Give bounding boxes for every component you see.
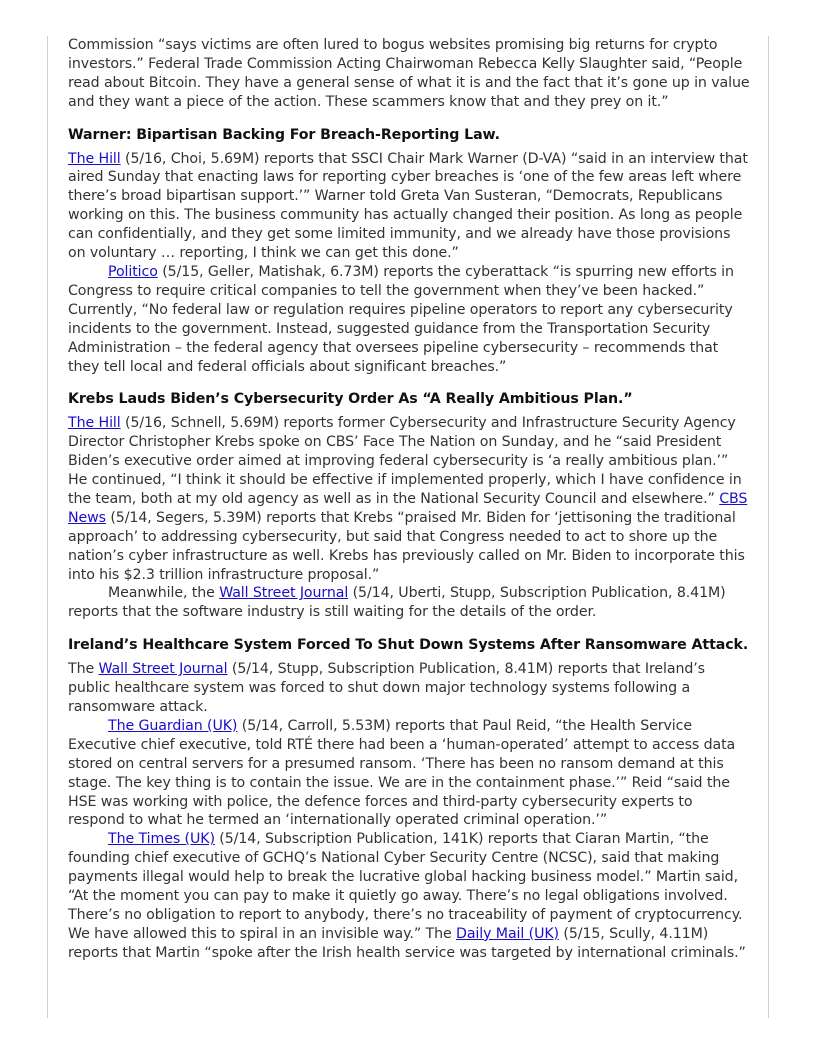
paragraph-text: The <box>68 661 99 678</box>
paragraph-text: (5/14, Uberti, Stupp, Subscription Publication, 8.41M) reports that the software industry is still waiting for the details of the order. <box>68 585 726 621</box>
paragraph <box>68 717 750 830</box>
paragraph-text: (5/14, Stupp, Subscription Publication, 8.41M) reports that Ireland’s public healthcare system was forced to shut down major technology systems following a ransomware attack. <box>68 661 705 715</box>
paragraph-text: Commission “says victims are often lured to bogus websites promising big returns for crypto investors.” Federal Trade Commission Acting Chairwoman Rebecca Kelly Slaughter said, “People read about Bitcoin. They have a general sense of what it is and the fact that it’s gone up in value and they want a piece of the action. These scammers know that and they prey on it.” <box>68 37 750 110</box>
section-heading: Warner: Bipartisan Backing For Breach-Reporting Law. <box>68 126 500 143</box>
source-link[interactable]: The Hill <box>68 415 121 432</box>
source-link[interactable]: Wall Street Journal <box>219 585 349 602</box>
paragraph-text: Meanwhile, the <box>108 585 220 602</box>
paragraph <box>68 150 750 263</box>
section-heading: Krebs Lauds Biden’s Cybersecurity Order As “A Really Ambitious Plan.” <box>68 391 633 408</box>
paragraph-text: (5/16, Schnell, 5.69M) reports former Cybersecurity and Infrastructure Security Agency Director Christopher Krebs spoke on CBS’ Face The Nation on Sunday, and he “said President Biden’s executive order aimed at improving federal cybersecurity is ‘a really ambitious plan.’” He continued, “I think it should be effective if implemented properly, which I have confidence in the team, both at my old agency as well as in the National Security Council and elsewhere.” <box>68 415 742 507</box>
page-border-left <box>47 36 48 1018</box>
paragraph <box>68 263 750 376</box>
paragraph-text: (5/16, Choi, 5.69M) reports that SSCI Chair Mark Warner (D-VA) “said in an interview that aired Sunday that enacting laws for reporting cyber breaches is ‘one of the few areas left where there’s broad bipartisan support.’” Warner told Greta Van Susteran, “Democrats, Republicans working on this. The business community has actually changed their position. As long as people can confidentially, and they get some limited immunity, and we already have those provisions on voluntary … reporting, I think we can get this done.” <box>68 150 748 262</box>
source-link[interactable]: The Hill <box>68 150 121 167</box>
source-link[interactable]: Politico <box>108 263 158 280</box>
paragraph <box>68 660 750 717</box>
document-body <box>68 36 750 963</box>
source-link[interactable]: CBS News <box>68 490 748 526</box>
paragraph-text: (5/15, Scully, 4.11M) reports that Martin “spoke after the Irish health service was targeted by international criminals.” <box>68 925 746 961</box>
section-heading: Ireland’s Healthcare System Forced To Shut Down Systems After Ransomware Attack. <box>68 637 749 654</box>
source-link[interactable]: Wall Street Journal <box>98 661 228 678</box>
paragraph-text: (5/15, Geller, Matishak, 6.73M) reports the cyberattack “is spurring new efforts in Congress to require critical companies to tell the government when they’ve been hacked.” Currently, “No federal law or regulation requires pipeline operators to report any cybersecurity incidents to the government. Instead, suggested guidance from the Transportation Security Administration – the federal agency that oversees pipeline cybersecurity – recommends that they tell local and federal officials about significant breaches.” <box>68 263 734 375</box>
paragraph-text: (5/14, Subscription Publication, 141K) reports that Ciaran Martin, “the founding chief executive of GCHQ’s National Cyber Security Centre (NCSC), said that making payments illegal would help to break the lucrative global hacking business model.” Martin said, “At the moment you can pay to make it quietly go away. There’s no legal obligations involved. There’s no obligation to report to anybody, there’s no traceability of payment of cryptocurrency. We have allowed this to spiral in an invisible way.” The <box>68 831 743 942</box>
source-link[interactable]: Daily Mail (UK) <box>456 925 559 942</box>
paragraph <box>68 830 750 962</box>
paragraph-text: (5/14, Carroll, 5.53M) reports that Paul Reid, “the Health Service Executive chief executive, told RTÉ there had been a ‘human-operated’ attempt to access data stored on central servers for a presumed ransom. ‘There has been no ransom demand at this stage. The key thing is to contain the issue. We are in the containment phase.’” Reid “said the HSE was working with police, the defence forces and third-party cybersecurity experts to respond to what he termed an ‘internationally operated criminal operation.’” <box>68 717 736 829</box>
source-link[interactable]: The Guardian (UK) <box>108 717 238 734</box>
page-border-right <box>768 36 769 1018</box>
source-link[interactable]: The Times (UK) <box>108 831 215 848</box>
paragraph <box>68 36 750 112</box>
paragraph <box>68 414 750 584</box>
paragraph <box>68 584 750 622</box>
paragraph-text: (5/14, Segers, 5.39M) reports that Krebs “praised Mr. Biden for ‘jettisoning the traditional approach’ to addressing cybersecurity, but said that Congress needed to act to shore up the nation’s cyber infrastructure as well. Krebs has previously called on Mr. Biden to incorporate this into his $2.3 trillion infrastructure proposal.” <box>68 509 745 583</box>
